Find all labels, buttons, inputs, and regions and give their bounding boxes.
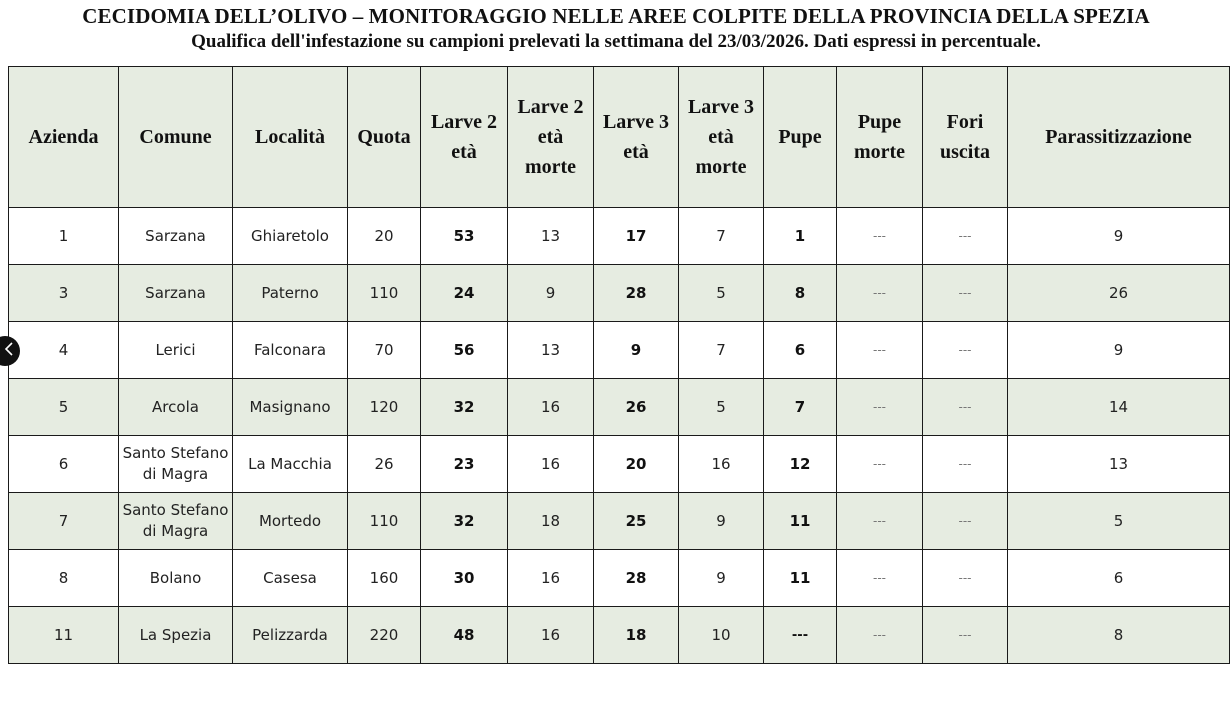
chevron-left-icon [0, 342, 14, 361]
table-cell: 11 [9, 607, 119, 664]
table-cell: 26 [594, 379, 679, 436]
table-header-row [9, 67, 1230, 208]
table-cell: 6 [1008, 550, 1230, 607]
table-cell: 13 [1008, 436, 1230, 493]
table-cell: --- [837, 607, 923, 664]
table-cell: 70 [348, 322, 421, 379]
column-header: Fori uscita [923, 67, 1008, 208]
table-cell: 28 [594, 265, 679, 322]
column-header: Quota [348, 67, 421, 208]
table-cell: 32 [421, 379, 508, 436]
table-row [9, 322, 1230, 379]
table-cell: 5 [9, 379, 119, 436]
table-body [9, 208, 1230, 664]
column-header: Larve 3 età morte [679, 67, 764, 208]
table-cell: 14 [1008, 379, 1230, 436]
table-cell: --- [837, 322, 923, 379]
table-cell: 10 [679, 607, 764, 664]
table-cell: 7 [679, 322, 764, 379]
table-cell: 26 [1008, 265, 1230, 322]
column-header: Pupe morte [837, 67, 923, 208]
table-cell: 7 [9, 493, 119, 550]
table-cell: --- [923, 208, 1008, 265]
table-cell: 16 [508, 607, 594, 664]
table-cell: --- [923, 379, 1008, 436]
table-cell: --- [837, 379, 923, 436]
column-header: Pupe [764, 67, 837, 208]
table-cell: 6 [9, 436, 119, 493]
table-cell: 9 [679, 550, 764, 607]
table-cell: --- [923, 436, 1008, 493]
table-cell: Bolano [119, 550, 233, 607]
table-cell: 25 [594, 493, 679, 550]
table-cell: Mortedo [233, 493, 348, 550]
table-cell: 9 [594, 322, 679, 379]
table-cell: 160 [348, 550, 421, 607]
table-cell: 20 [594, 436, 679, 493]
table-cell: 9 [508, 265, 594, 322]
table-cell: 16 [508, 436, 594, 493]
table-cell: --- [923, 607, 1008, 664]
table-cell: --- [837, 493, 923, 550]
table-cell: 8 [1008, 607, 1230, 664]
table-cell: --- [923, 550, 1008, 607]
infestation-table [8, 66, 1230, 664]
table-row [9, 208, 1230, 265]
table-cell: Sarzana [119, 208, 233, 265]
table-cell: 220 [348, 607, 421, 664]
table-cell: 17 [594, 208, 679, 265]
table-cell: 24 [421, 265, 508, 322]
column-header: Località [233, 67, 348, 208]
column-header: Larve 3 età [594, 67, 679, 208]
table-cell: 110 [348, 493, 421, 550]
table-cell: --- [837, 436, 923, 493]
table-cell: 8 [9, 550, 119, 607]
table-cell: 30 [421, 550, 508, 607]
table-cell: Lerici [119, 322, 233, 379]
table-cell: Falconara [233, 322, 348, 379]
table-cell: 8 [764, 265, 837, 322]
table-cell: 6 [764, 322, 837, 379]
table-row [9, 265, 1230, 322]
table-cell: Sarzana [119, 265, 233, 322]
table-cell: 32 [421, 493, 508, 550]
table-cell: Pelizzarda [233, 607, 348, 664]
table-cell: Santo Stefano di Magra [119, 493, 233, 550]
table-cell: --- [837, 265, 923, 322]
table-cell: 11 [764, 550, 837, 607]
table-cell: --- [923, 493, 1008, 550]
table-cell: 23 [421, 436, 508, 493]
column-header: Azienda [9, 67, 119, 208]
table-cell: 9 [1008, 322, 1230, 379]
table-cell: 26 [348, 436, 421, 493]
table-cell: 28 [594, 550, 679, 607]
table-row [9, 550, 1230, 607]
page-title: CECIDOMIA DELL’OLIVO – MONITORAGGIO NELLE AREE COLPITE DELLA PROVINCIA DELLA SPEZIA [82, 4, 1150, 28]
column-header: Parassitizzazione [1008, 67, 1230, 208]
table-cell: 120 [348, 379, 421, 436]
table-cell: 13 [508, 322, 594, 379]
table-cell: 9 [1008, 208, 1230, 265]
table-cell: --- [923, 265, 1008, 322]
table-cell: 1 [9, 208, 119, 265]
table-cell: Ghiaretolo [233, 208, 348, 265]
table-cell: 13 [508, 208, 594, 265]
table-row [9, 379, 1230, 436]
table-cell: 56 [421, 322, 508, 379]
table-cell: 5 [679, 379, 764, 436]
table-cell: 48 [421, 607, 508, 664]
column-header: Comune [119, 67, 233, 208]
table-cell: --- [837, 208, 923, 265]
table-cell: 12 [764, 436, 837, 493]
table-cell: Casesa [233, 550, 348, 607]
table-cell: 7 [679, 208, 764, 265]
table-cell: Santo Stefano di Magra [119, 436, 233, 493]
table-cell: Arcola [119, 379, 233, 436]
table-cell: 53 [421, 208, 508, 265]
table-cell: 5 [679, 265, 764, 322]
table-cell: 3 [9, 265, 119, 322]
table-cell: La Spezia [119, 607, 233, 664]
table-cell: --- [923, 322, 1008, 379]
table-cell: 1 [764, 208, 837, 265]
table-cell: 16 [508, 379, 594, 436]
table-row [9, 607, 1230, 664]
table-cell: 18 [508, 493, 594, 550]
table-cell: 4 [9, 322, 119, 379]
column-header: Larve 2 età morte [508, 67, 594, 208]
table-cell: 16 [679, 436, 764, 493]
table-cell: 20 [348, 208, 421, 265]
page-subtitle: Qualifica dell'infestazione su campioni prelevati la settimana del 23/03/2026. Dati espressi in percentuale. [191, 31, 1041, 52]
table-row [9, 493, 1230, 550]
table-cell: La Macchia [233, 436, 348, 493]
table-cell: --- [837, 550, 923, 607]
table-cell: 18 [594, 607, 679, 664]
table-cell: 9 [679, 493, 764, 550]
table-cell: 11 [764, 493, 837, 550]
table-cell: Masignano [233, 379, 348, 436]
table-cell: 7 [764, 379, 837, 436]
table-cell: 110 [348, 265, 421, 322]
table-cell: Paterno [233, 265, 348, 322]
table-cell: 16 [508, 550, 594, 607]
table-cell: --- [764, 607, 837, 664]
column-header: Larve 2 età [421, 67, 508, 208]
table-row [9, 436, 1230, 493]
table-cell: 5 [1008, 493, 1230, 550]
